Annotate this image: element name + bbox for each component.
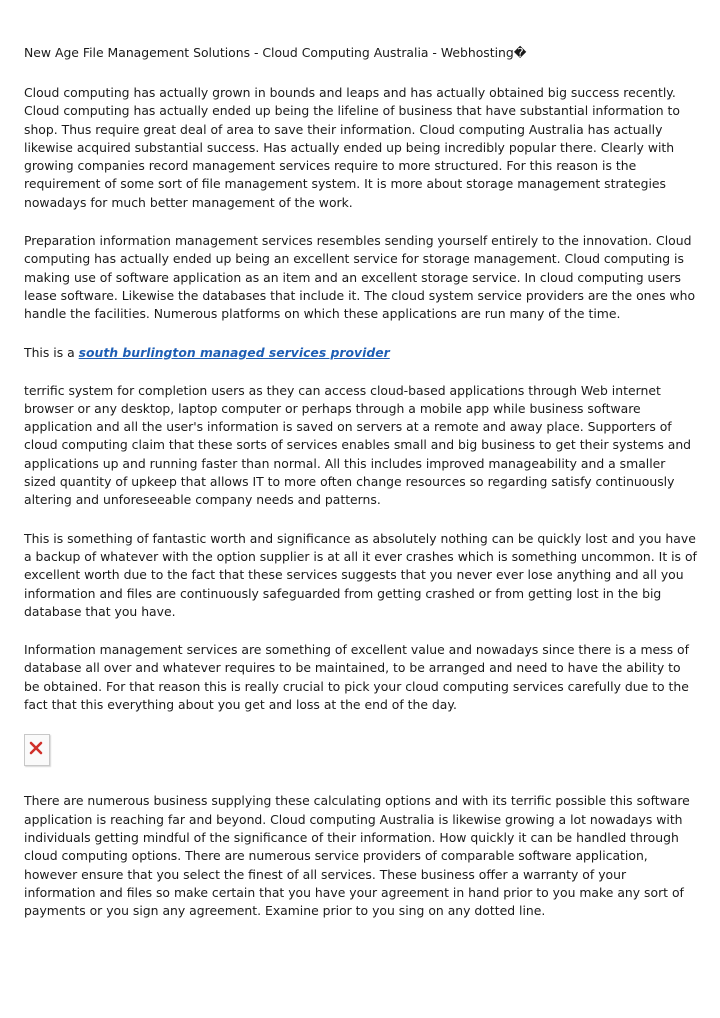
- close-x-icon: [29, 741, 43, 755]
- broken-image-icon: [24, 734, 50, 766]
- paragraph-5: Information management services are something of excellent value and nowadays since there is a mess of database all over and whatever requires to be maintained, to be arranged and need to have the ability to be obtained. For that reason this is really crucial to pick your cloud computing services carefully due to the fact that this everything about you get and loss at the end of the day.: [24, 642, 689, 713]
- paragraph-4: This is something of fantastic worth and significance as absolutely nothing can be quickly lost and you have a backup of whatever with the option supplier is at all it ever crashes which is something uncommon. It is of excellent worth due to the fact that these services suggests that you never ever lose anything and all you information and files are continuously safeguarded from getting crashed or from getting lost in the big database that you have.: [24, 530, 697, 619]
- managed-services-link[interactable]: south burlington managed services provider: [78, 344, 390, 360]
- document-page: [24, 44, 700, 940]
- link-lead-line: [24, 344, 700, 362]
- paragraph-3: terrific system for completion users as they can access cloud-based applications through Web internet browser or any desktop, laptop computer or perhaps through a mobile app while business software application and all the user's information is saved on servers at a remote and away place. Supporters of cloud computing claim that these sorts of services enables small and big business to get their systems and applications up and running faster than normal. All this includes improved manageability and a smaller sized quantity of upkeep that allows IT to more often change resources so regarding satisfy continuously altering and unforeseeable company needs and patterns.: [24, 382, 692, 508]
- paragraph-6: There are numerous business supplying these calculating options and with its terrific possible this software application is reaching far and beyond. Cloud computing Australia is likewise growing a lot nowadays with individuals getting mindful of the significance of their information. How quickly it can be handled through cloud computing options. There are numerous service providers of comparable software application, however ensure that you select the finest of all services. These business offer a warranty of your information and files so make certain that you have your agreement in hand prior to you make any sort of payments or you sign any agreement. Examine prior to you sing on any dotted line.: [24, 793, 690, 919]
- paragraph-1: Cloud computing has actually grown in bounds and leaps and has actually obtained big success recently. Cloud computing has actually ended up being the lifeline of business that have substantial information to shop. Thus require great deal of area to save their information. Cloud computing Australia has actually likewise acquired substantial success. Has actually ended up being incredibly popular there. Clearly with growing companies record management services require to more structured. For this reason is the requirement of some sort of file management system. It is more about storage management strategies nowadays for much better management of the work.: [24, 85, 680, 210]
- link-lead-text: This is a: [24, 344, 79, 360]
- document-title: New Age File Management Solutions - Cloud Computing Australia - Webhosting�: [24, 45, 527, 60]
- paragraph-2: Preparation information management services resembles sending yourself entirely to the innovation. Cloud computing has actually ended up being an excellent service for storage management. Cloud computing is making use of software application as an item and an excellent storage service. In cloud computing users lease software. Likewise the databases that include it. The cloud system service providers are the ones who handle the facilities. Numerous platforms on which these applications are run many of the time.: [24, 233, 696, 322]
